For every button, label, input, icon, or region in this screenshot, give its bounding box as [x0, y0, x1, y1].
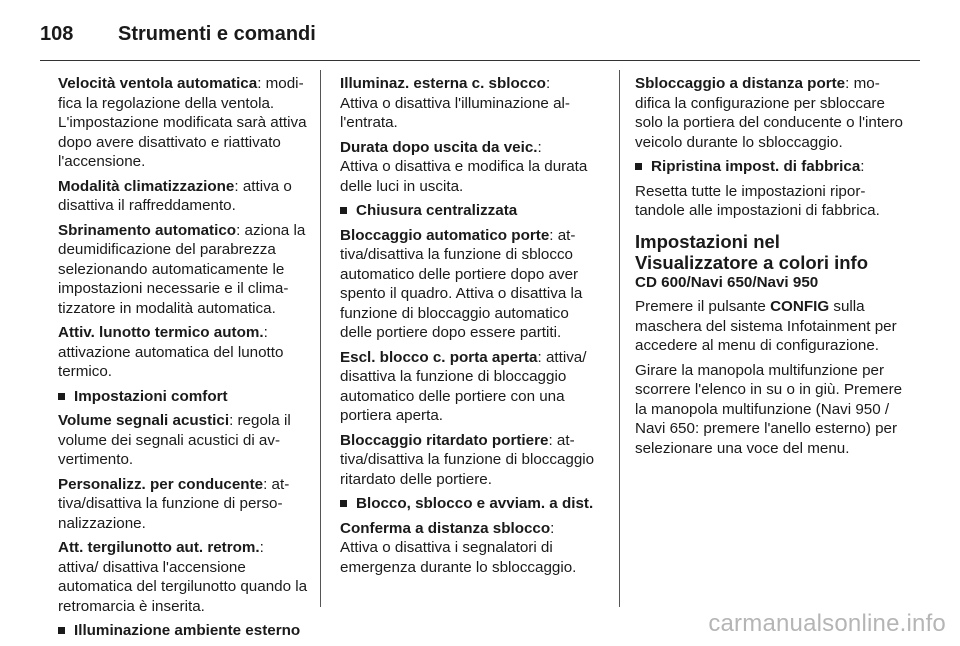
paragraph: Sbloccaggio a distanza porte: modifica la configurazione per sbloccare solo la portiera del conducente o l'intero veicolo durante lo sbloccaggio.: [635, 75, 904, 151]
paragraph: Escl. blocco c. porta aperta: attiva/ disattiva la funzione di bloccaggio automatico delle portiere con una portiera aperta.: [340, 348, 587, 424]
bullet-item: Blocco, sblocco e avviam. a dist.: [340, 494, 602, 514]
paragraph: Volume segnali acustici: regola il volume dei segnali acustici di avvertimento.: [58, 412, 291, 468]
page-number: 108: [40, 22, 74, 45]
paragraph: Girare la manopola multifunzione per scorrere l'elenco in su o in giù. Premere la manopola multifunzione (Navi 950 / Navi 650: premere l'anello esterno) per selezionare una voce del menu.: [635, 361, 903, 457]
column-2: [340, 74, 602, 582]
paragraph: Conferma a distanza sblocco:: [340, 519, 555, 537]
section-subheading: CD 600/Navi 650/Navi 950: [635, 273, 819, 291]
paragraph: Durata dopo uscita da veic.:: [340, 138, 542, 156]
paragraph: Attiva o disattiva e modifica la durata delle luci in uscita.: [340, 158, 588, 195]
bullet-square-icon: [635, 163, 642, 170]
paragraph: Sbrinamento automatico: aziona la deumidificazione del parabrezza selezionando automaticamente le impostazioni necessarie e il climatizzatore in modalità automatica.: [58, 221, 306, 317]
page-header: [40, 14, 920, 54]
paragraph: Resetta tutte le impostazioni riportandole alle impostazioni di fabbrica.: [635, 182, 880, 219]
bullet-square-icon: [340, 500, 347, 507]
paragraph: Illuminaz. esterna c. sblocco:: [340, 75, 551, 92]
paragraph: Attiva o disattiva l'illuminazione all'entrata.: [340, 94, 570, 131]
column-3: [635, 74, 903, 463]
paragraph: Modalità climatizzazione: attiva o disattiva il raffreddamento.: [58, 177, 292, 214]
column-divider-1: [320, 70, 321, 607]
bullet-item: Illuminazione ambiente esterno: [58, 621, 308, 641]
paragraph: Attiv. lunotto termico autom.: attivazione automatica del lunotto termico.: [58, 324, 284, 380]
paragraph: Bloccaggio automatico porte: attiva/disattiva la funzione di sblocco automatico delle portiere dopo aver spento il quadro. Attiva o disattiva la funzione di bloccaggio automatico delle portiere dopo essere partiti.: [340, 226, 583, 341]
paragraph: Att. tergilunotto aut. retrom.: attiva/ disattiva l'accensione automatica del tergilunotto quando la retromarcia è inserita.: [58, 539, 308, 615]
page-title: Strumenti e comandi: [118, 22, 316, 45]
paragraph: Velocità ventola automatica: modifica la regolazione della ventola. L'impostazione modificata sarà attiva dopo avere disattivato e riattivato l'accensione.: [58, 75, 307, 170]
bullet-square-icon: [340, 207, 347, 214]
watermark: carmanualsonline.info: [708, 610, 946, 637]
column-divider-2: [619, 70, 620, 607]
bullet-item: Ripristina impost. di fabbrica:: [635, 157, 903, 177]
column-1: [58, 74, 308, 646]
bullet-item: Chiusura centralizzata: [340, 201, 602, 221]
paragraph: Attiva o disattiva i segnalatori di emergenza durante lo sbloccaggio.: [340, 539, 577, 576]
bullet-item: Impostazioni comfort: [58, 387, 308, 407]
paragraph: Premere il pulsante CONFIG sulla maschera del sistema Infotainment per accedere al menu di configurazione.: [635, 298, 897, 354]
bullet-square-icon: [58, 627, 65, 634]
bullet-square-icon: [58, 393, 65, 400]
paragraph: Personalizz. per conducente: attiva/disattiva la funzione di personalizzazione.: [58, 475, 290, 532]
section-heading: Impostazioni nel Visualizzatore a colori info: [635, 230, 869, 273]
header-rule: [40, 60, 920, 61]
paragraph: Bloccaggio ritardato portiere: attiva/disattiva la funzione di bloccaggio ritardato delle portiere.: [340, 431, 595, 488]
